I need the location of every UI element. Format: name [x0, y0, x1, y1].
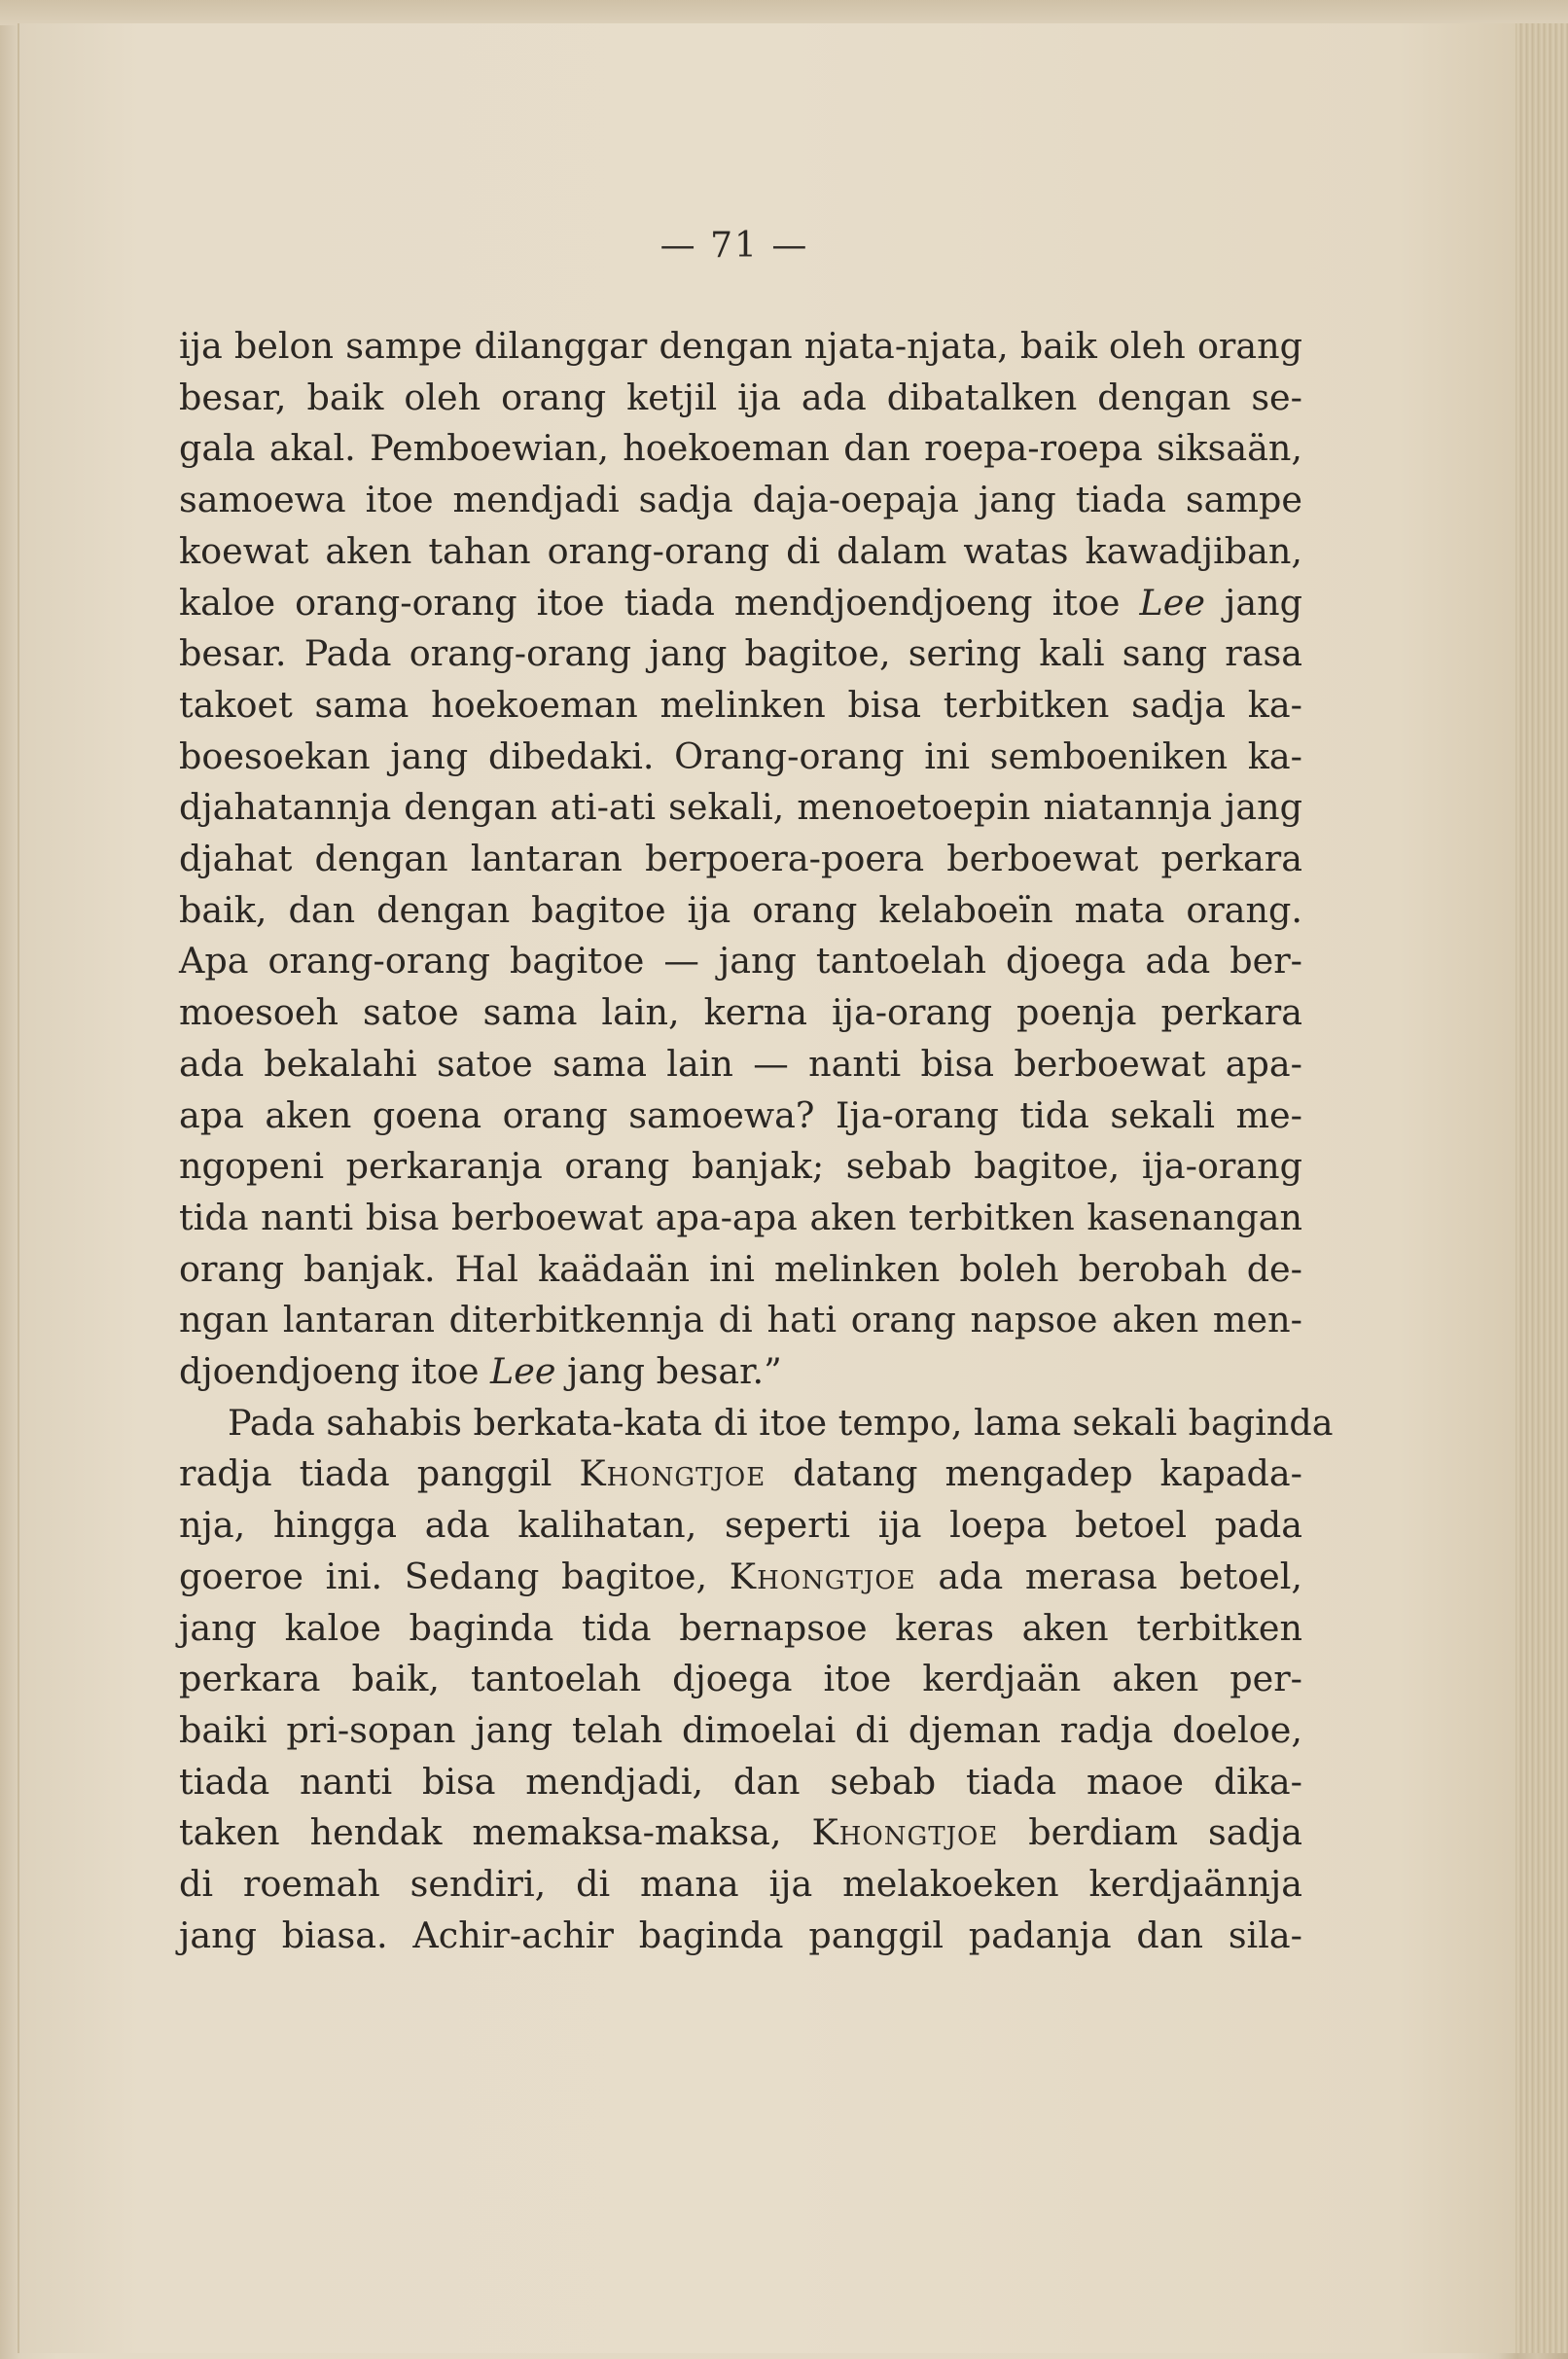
text-line — [179, 1193, 1302, 1244]
text-line — [179, 1090, 1302, 1142]
text-segment: kaloe orang-orang itoe tiada mendjoendjoeng itoe — [179, 581, 1140, 624]
text-segment: koewat aken tahan orang-orang di dalam watas kawadjiban, — [179, 529, 1302, 572]
text-segment: ija belon sampe dilanggar dengan njata-njata, baik oleh orang — [179, 325, 1302, 367]
text-line — [179, 987, 1302, 1039]
text-line — [179, 1039, 1302, 1090]
text-segment: apa aken goena orang samoewa? Ija-orang tida sekali me- — [179, 1093, 1302, 1136]
text-line — [179, 1705, 1302, 1757]
text-line — [179, 1448, 1302, 1500]
text-line — [179, 423, 1302, 475]
text-segment: ada bekalahi satoe sama lain — nanti bisa berboewat apa- — [179, 1042, 1302, 1085]
name-khongtjoe: Khongtjoe — [579, 1452, 766, 1495]
text-line — [179, 680, 1302, 732]
text-line — [179, 1244, 1302, 1296]
text-line — [179, 1807, 1302, 1859]
text-segment: ngan lantaran diterbitkennja di hati orang napsoe aken men- — [179, 1299, 1302, 1341]
name-khongtjoe: Khongtjoe — [811, 1811, 999, 1854]
text-line — [179, 321, 1302, 373]
text-line — [179, 578, 1302, 629]
text-segment: djahatannja dengan ati-ati sekali, menoetoepin niatannja jang — [179, 786, 1302, 829]
text-segment: besar, baik oleh orang ketjil ija ada dibatalken dengan se- — [179, 375, 1302, 418]
text-line — [179, 526, 1302, 578]
text-line — [179, 782, 1302, 834]
text-segment: tiada nanti bisa mendjadi, dan sebab tiada maoe dika- — [179, 1760, 1302, 1803]
text-line — [179, 1552, 1302, 1603]
name-khongtjoe: Khongtjoe — [729, 1555, 916, 1597]
text-line — [179, 732, 1302, 783]
text-line — [179, 1859, 1302, 1911]
text-line — [179, 1654, 1302, 1705]
text-line — [179, 475, 1302, 526]
text-line — [179, 1398, 1334, 1449]
stacked-page-edges — [1515, 23, 1568, 2353]
text-line — [179, 1757, 1302, 1808]
text-line — [179, 1911, 1302, 1962]
text-segment: datang mengadep kapada- — [766, 1452, 1302, 1495]
text-segment: ada merasa betoel, — [915, 1555, 1302, 1597]
text-segment: berdiam sadja — [998, 1811, 1302, 1854]
text-segment: jang besar.” — [555, 1350, 782, 1393]
text-segment: nja, hingga ada kalihatan, seperti ija loepa betoel pada — [179, 1504, 1302, 1547]
text-line — [179, 1500, 1302, 1552]
page-top-shadow — [0, 0, 1568, 25]
text-segment: orang banjak. Hal kaädaän ini melinken boleh berobah de- — [179, 1247, 1302, 1290]
text-segment: ngopeni perkaranja orang banjak; sebab bagitoe, ija-orang — [179, 1145, 1302, 1188]
italic-term: Lee — [490, 1350, 556, 1393]
text-line — [179, 834, 1302, 885]
text-segment: radja tiada panggil — [179, 1452, 580, 1495]
text-line — [179, 628, 1302, 680]
text-segment: jang kaloe baginda tida bernapsoe keras aken terbitken — [179, 1606, 1302, 1649]
text-segment: moesoeh satoe sama lain, kerna ija-orang poenja perkara — [179, 991, 1302, 1034]
text-segment: di roemah sendiri, di mana ija melakoeken kerdjaännja — [179, 1863, 1302, 1906]
text-segment: baiki pri-sopan jang telah dimoelai di djeman radja doeloe, — [179, 1708, 1302, 1751]
text-segment: boesoekan jang dibedaki. Orang-orang ini semboeniken ka- — [179, 734, 1302, 777]
text-line — [179, 1346, 1302, 1398]
text-segment: jang — [1204, 581, 1302, 624]
text-segment: goeroe ini. Sedang bagitoe, — [179, 1555, 730, 1597]
body-text — [179, 321, 1334, 1962]
text-segment: Apa orang-orang bagitoe — jang tantoelah djoega ada ber- — [179, 940, 1302, 983]
text-line — [179, 373, 1302, 424]
text-segment: baik, dan dengan bagitoe ija orang kelaboeïn mata orang. — [179, 888, 1302, 931]
text-segment: takoet sama hoekoeman melinken bisa terbitken sadja ka- — [179, 683, 1302, 726]
text-segment: djahat dengan lantaran berpoera-poera berboewat perkara — [179, 838, 1302, 880]
text-line — [179, 1141, 1302, 1193]
page-number: — 71 — — [659, 226, 809, 266]
text-line — [179, 1295, 1302, 1346]
text-segment: tida nanti bisa berboewat apa-apa aken terbitken kasenangan — [179, 1196, 1302, 1238]
text-line — [179, 1603, 1302, 1655]
text-line — [179, 936, 1302, 987]
text-segment: besar. Pada orang-orang jang bagitoe, sering kali sang rasa — [179, 632, 1302, 675]
text-segment: perkara baik, tantoelah djoega itoe kerdjaän aken per- — [179, 1658, 1302, 1700]
text-segment: taken hendak memaksa-maksa, — [179, 1811, 812, 1854]
text-segment: samoewa itoe mendjadi sadja daja-oepaja jang tiada sampe — [179, 479, 1302, 521]
text-line — [179, 885, 1302, 937]
italic-term: Lee — [1139, 581, 1205, 624]
text-segment: jang biasa. Achir-achir baginda panggil padanja dan sila- — [179, 1913, 1302, 1956]
text-segment: djoendjoeng itoe — [179, 1350, 491, 1393]
text-segment: gala akal. Pemboewian, hoekoeman dan roepa-roepa siksaän, — [179, 427, 1302, 470]
text-segment: Pada sahabis berkata-kata di itoe tempo, lama sekali baginda — [228, 1401, 1334, 1444]
